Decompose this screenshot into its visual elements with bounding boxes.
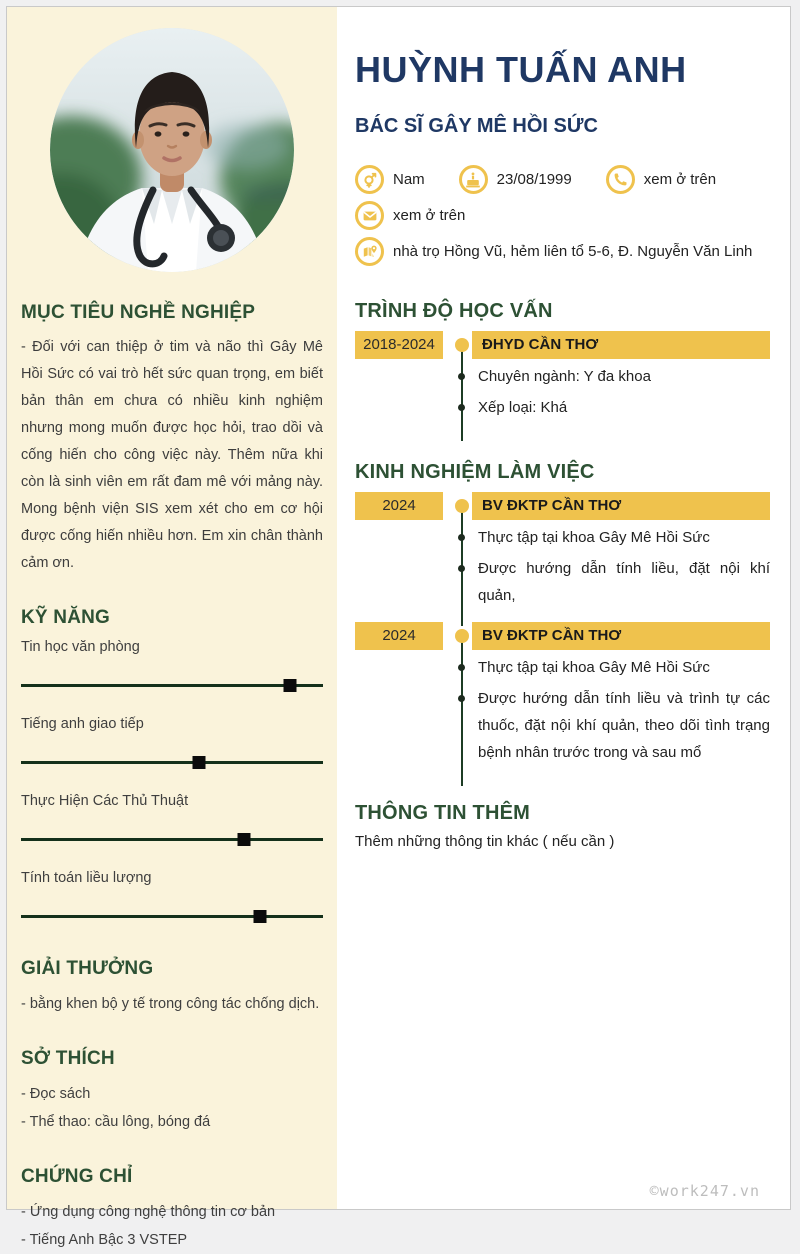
section-objective	[21, 302, 323, 577]
watermark: ©work247.vn	[649, 1182, 760, 1200]
contact-email	[355, 201, 465, 230]
additional-text: Thêm những thông tin khác ( nếu cần )	[355, 833, 615, 850]
skill-bar	[21, 684, 323, 687]
address-value: nhà trọ Hồng Vũ, hẻm liên tổ 5-6, Đ. Nguyễn Văn Linh	[393, 243, 753, 260]
experience-bullet: Được hướng dẫn tính liều, đặt nội khí quản,	[478, 560, 770, 604]
skill-bar	[21, 915, 323, 918]
education-bullet: Chuyên ngành: Y đa khoa	[478, 368, 651, 385]
contact-row	[355, 165, 770, 194]
section-skills	[21, 607, 323, 918]
hobby-item: - Thể thao: cầu lông, bóng đá	[21, 1114, 211, 1130]
skill-label: Tính toán liều lượng	[21, 870, 152, 886]
main-column	[337, 7, 790, 1209]
skill-label: Tiếng anh giao tiếp	[21, 716, 144, 732]
contact-row	[355, 237, 770, 266]
objective-text: - Đối với can thiệp ở tim và não thì Gây Mê Hồi Sức có vai trò hết sức quan trọng, em biết bản thân em chưa có nhiều kinh nghiệm nhưng mong muốn được học hỏi, trao dồi và cống hiến cho công việc này. Thêm nữa khi còn là sinh viên em rất đam mê với mảng này. Mong bệnh viện SIS xem xét cho em cơ hội được cống hiến nhiều hơn. Em xin chân thành cảm ơn.	[21, 339, 323, 571]
email-value: xem ở trên	[393, 207, 466, 224]
education-entry	[355, 331, 770, 421]
contact-gender	[355, 165, 425, 194]
experience-bullet: Thực tập tại khoa Gây Mê Hồi Sức	[478, 529, 710, 546]
gender-value: Nam	[393, 171, 425, 188]
birthday-icon	[459, 165, 488, 194]
skill-label: Tin học văn phòng	[21, 639, 140, 655]
experience-period-badge: 2024	[355, 622, 443, 650]
experience-heading: KINH NGHIỆM LÀM VIỆC	[355, 461, 595, 483]
skill-level-marker	[193, 756, 206, 769]
gender-icon	[355, 165, 384, 194]
education-bullet: Xếp loại: Khá	[478, 399, 568, 416]
experience-entry	[355, 492, 770, 609]
experience-entry	[355, 622, 770, 766]
skill-item	[21, 716, 323, 764]
skill-level-marker	[238, 833, 251, 846]
birthday-value: 23/08/1999	[496, 171, 572, 188]
award-item: - bằng khen bộ y tế trong công tác chống dịch.	[21, 996, 320, 1012]
certificates-heading: CHỨNG CHỈ	[21, 1166, 133, 1187]
contact-birthday	[459, 165, 572, 194]
bullet-dot-icon	[458, 664, 465, 671]
experience-bullet: Được hướng dẫn tính liều và trình tự các thuốc, đặt nội khí quản, theo dõi tình trạng bệnh nhân trước trong và sau mổ	[478, 690, 770, 761]
hobby-item: - Đọc sách	[21, 1086, 91, 1102]
experience-bullet: Thực tập tại khoa Gây Mê Hồi Sức	[478, 659, 710, 676]
section-hobbies	[21, 1048, 323, 1136]
experience-period-badge: 2024	[355, 492, 443, 520]
bullet-dot-icon	[458, 534, 465, 541]
skill-bar	[21, 761, 323, 764]
experience-org: BV ĐKTP CẦN THƠ	[472, 492, 770, 520]
section-certificates	[21, 1166, 323, 1254]
education-org: ĐHYD CẦN THƠ	[472, 331, 770, 359]
cv-page	[6, 6, 791, 1248]
candidate-name: HUỲNH TUẤN ANH	[355, 49, 687, 90]
skill-item	[21, 793, 323, 841]
job-title: BÁC SĨ GÂY MÊ HỒI SỨC	[355, 115, 598, 137]
education-heading: TRÌNH ĐỘ HỌC VẤN	[355, 300, 553, 322]
contact-phone	[606, 165, 716, 194]
hobbies-heading: SỞ THÍCH	[21, 1048, 115, 1069]
certificate-item: - Tiếng Anh Bậc 3 VSTEP	[21, 1232, 188, 1248]
skill-item	[21, 870, 323, 918]
skill-bar	[21, 838, 323, 841]
timeline-dot-icon	[455, 499, 469, 513]
bullet-dot-icon	[458, 565, 465, 572]
bullet-dot-icon	[458, 404, 465, 411]
additional-heading: THÔNG TIN THÊM	[355, 802, 531, 824]
sidebar	[7, 7, 337, 1248]
contact-address	[355, 237, 752, 266]
skill-level-marker	[283, 679, 296, 692]
objective-heading: MỤC TIÊU NGHỀ NGHIỆP	[21, 302, 256, 323]
bullet-dot-icon	[458, 373, 465, 380]
education-period-badge: 2018-2024	[355, 331, 443, 359]
experience-org: BV ĐKTP CẦN THƠ	[472, 622, 770, 650]
profile-photo-illustration	[50, 28, 294, 272]
timeline-dot-icon	[455, 338, 469, 352]
awards-heading: GIẢI THƯỞNG	[21, 958, 154, 979]
skills-heading: KỸ NĂNG	[21, 607, 111, 628]
location-icon	[355, 237, 384, 266]
phone-value: xem ở trên	[643, 171, 717, 188]
contact-block	[355, 165, 770, 266]
skill-item	[21, 639, 323, 687]
timeline-dot-icon	[455, 629, 469, 643]
certificate-item: - Ứng dụng công nghệ thông tin cơ bản	[21, 1204, 276, 1220]
contact-row	[355, 201, 770, 230]
phone-icon	[606, 165, 635, 194]
skill-label: Thực Hiện Các Thủ Thuật	[21, 793, 189, 809]
bullet-dot-icon	[458, 695, 465, 702]
profile-photo	[50, 28, 294, 272]
skill-level-marker	[253, 910, 266, 923]
section-awards	[21, 958, 323, 1018]
email-icon	[355, 201, 384, 230]
